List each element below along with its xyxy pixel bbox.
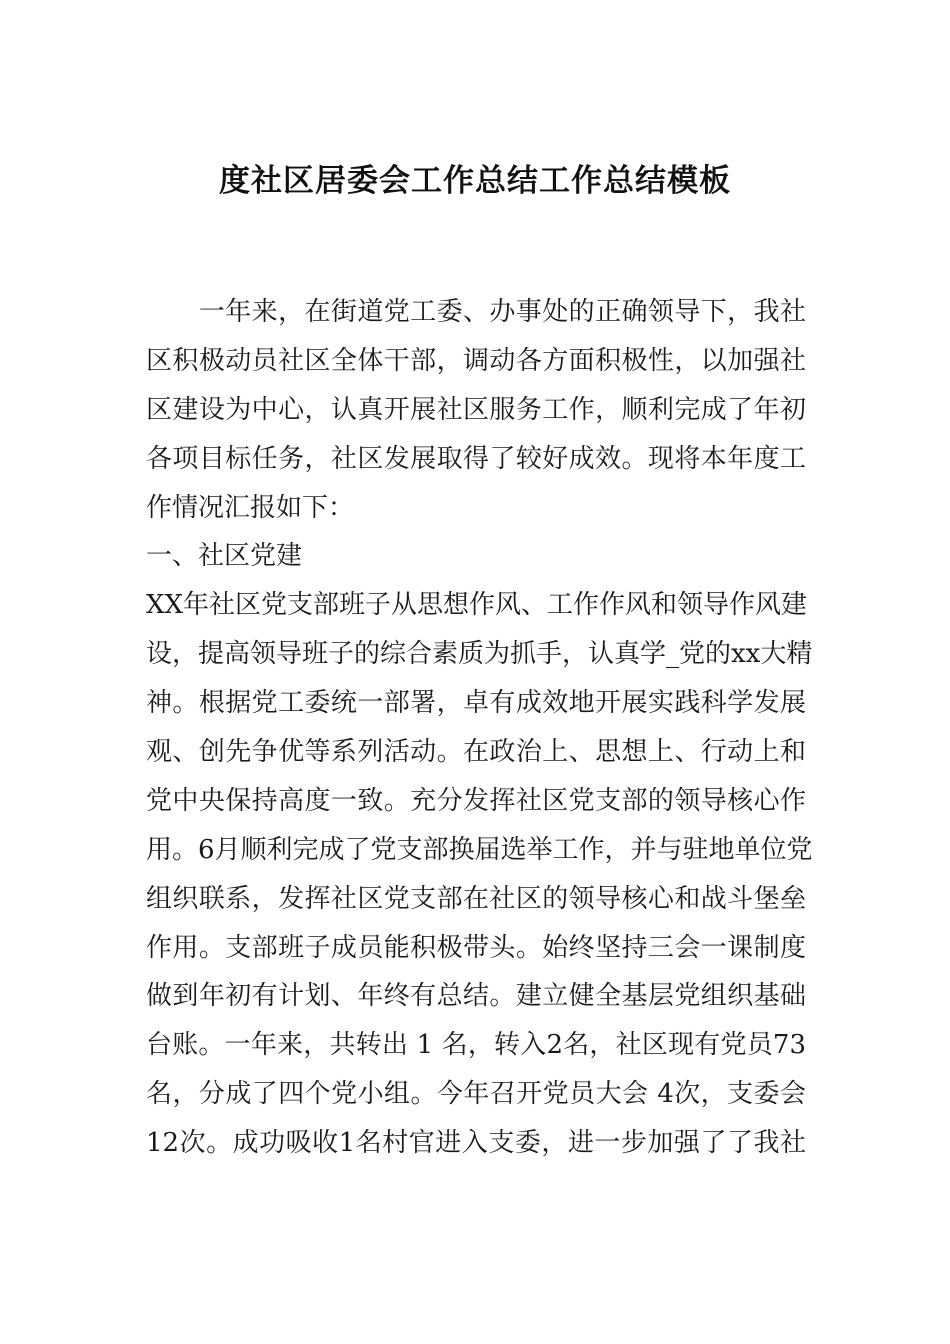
paragraph-line: 观、创先争优等系列活动。在政治上、思想上、行动上和 (146, 737, 806, 768)
section-heading: 一、社区党建 (146, 541, 303, 572)
paragraph-line: 台账。一年来，共转出 1 名，转入2名，社区现有党员73 (146, 1030, 806, 1061)
paragraph-line: 各项目标任务，社区发展取得了较好成效。现将本年度工 (146, 443, 806, 474)
paragraph-line: 名，分成了四个党小组。今年召开党员大会 4次，支委会 (146, 1079, 806, 1110)
paragraph-line: 组织联系，发挥社区党支部在社区的领导核心和战斗堡垒 (146, 883, 806, 914)
paragraph-line: 区积极动员社区全体干部，调动各方面积极性，以加强社 (146, 345, 806, 376)
paragraph-line: 作情况汇报如下： (146, 492, 355, 523)
paragraph-line: 用。6月顺利完成了党支部换届选举工作，并与驻地单位党 (146, 834, 813, 865)
paragraph-line: 做到年初有计划、年终有总结。建立健全基层党组织基础 (146, 981, 806, 1012)
paragraph-line: 一年来，在街道党工委、办事处的正确领导下，我社 (146, 297, 806, 327)
paragraph-line: 12次。成功吸收1名村官进入支委，进一步加强了了我社 (146, 1128, 806, 1159)
paragraph-line: 作用。支部班子成员能积极带头。始终坚持三会一课制度 (146, 932, 806, 963)
paragraph-line: 神。根据党工委统一部署，卓有成效地开展实践科学发展 (146, 688, 806, 719)
document-body (146, 288, 813, 1168)
paragraph-line: XX年社区党支部班子从思想作风、工作作风和领导作风建 (146, 590, 808, 621)
paragraph-line: 区建设为中心，认真开展社区服务工作，顺利完成了年初 (146, 394, 806, 425)
paragraph-line: 党中央保持高度一致。充分发挥社区党支部的领导核心作 (146, 785, 806, 816)
document-title: 度社区居委会工作总结工作总结模板 (219, 163, 731, 199)
paragraph-line: 设，提高领导班子的综合素质为抓手，认真学_党的xx大精 (146, 639, 813, 670)
